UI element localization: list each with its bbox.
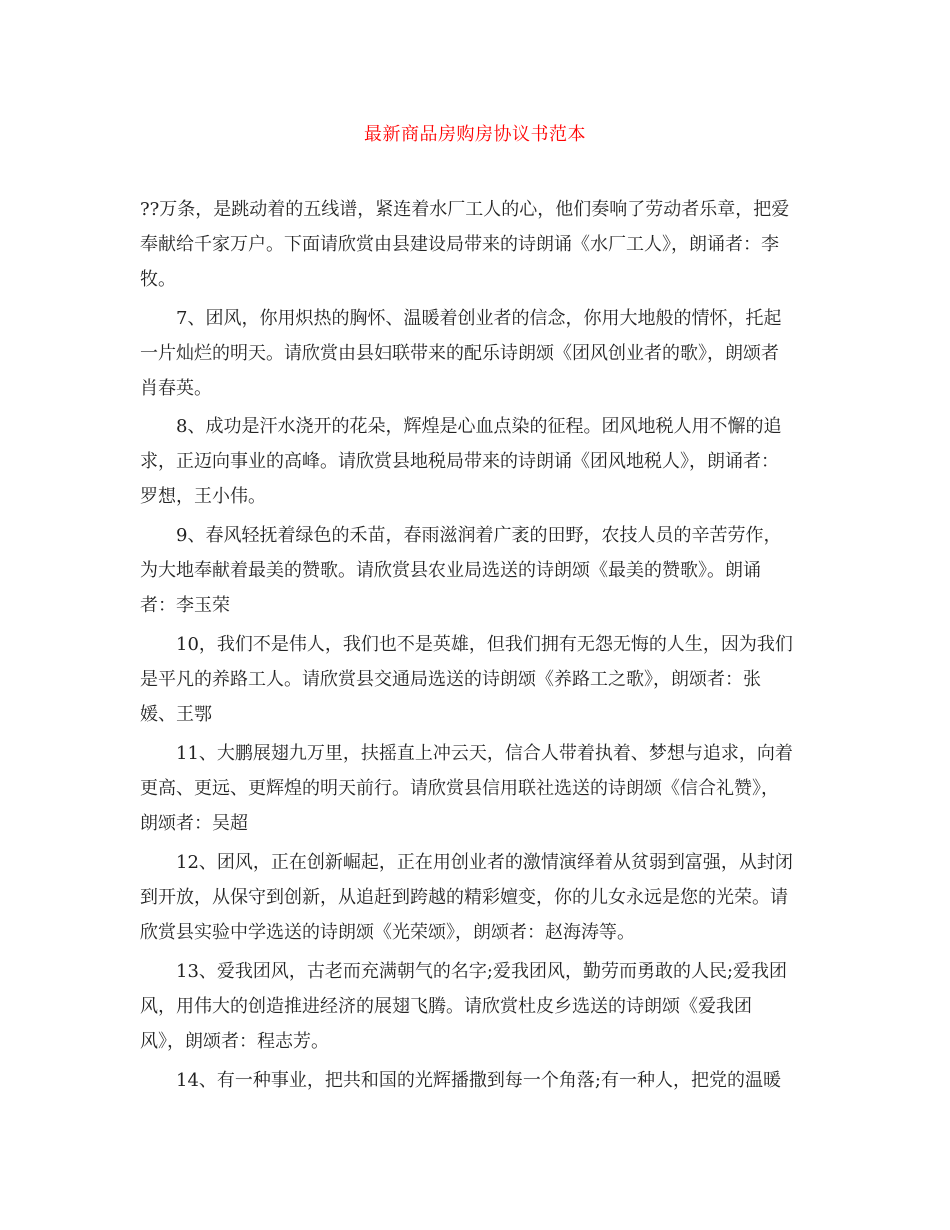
paragraph-8: [140, 409, 820, 514]
paragraph-line: 13、爱我团风，古老而充满朝气的名字;爱我团风，勤劳而勇敢的人民;爱我团: [176, 961, 788, 982]
paragraph-line: 奉献给千家万户。下面请欣赏由县建设局带来的诗朗诵《水厂工人》，朗诵者：李: [140, 234, 779, 255]
paragraph-line: 媛、王鄂: [140, 704, 212, 725]
paragraph-line: 者：李玉荣: [140, 595, 230, 616]
paragraph-line: 牧。: [140, 269, 176, 290]
paragraph-line: 求，正迈向事业的高峰。请欣赏县地税局带来的诗朗诵《团风地税人》，朗诵者：: [140, 451, 779, 472]
document-title: 最新商品房购房协议书范本: [364, 124, 586, 145]
paragraph-line: 14、有一种事业，把共和国的光辉播撒到每一个角落;有一种人，把党的温暖: [176, 1070, 781, 1091]
paragraph-10: [140, 627, 820, 732]
paragraph-line: 12、团风，正在创新崛起，正在用创业者的激情演绎着从贫弱到富强，从封闭: [176, 852, 793, 873]
paragraph-line: 朗颂者：吴超: [140, 813, 248, 834]
paragraph-line: 到开放，从保守到创新，从追赶到跨越的精彩嬗变，你的儿女永远是您的光荣。请: [140, 887, 788, 908]
paragraph-line: 10，我们不是伟人，我们也不是英雄，但我们拥有无怨无悔的人生，因为我们: [176, 634, 793, 655]
paragraph-line: 风》，朗颂者：程志芳。: [140, 1031, 329, 1052]
paragraph-line: 肖春英。: [140, 378, 212, 399]
paragraph-line: 更高、更远、更辉煌的明天前行。请欣赏县信用联社选送的诗朗颂《信合礼赞》，: [140, 778, 779, 799]
paragraph-line: ??万条，是跳动着的五线谱，紧连着水厂工人的心，他们奏响了劳动者乐章，把爱: [140, 199, 790, 220]
paragraph-line: 是平凡的养路工人。请欣赏县交通局选送的诗朗颂《养路工之歌》，朗颂者：张: [140, 669, 761, 690]
paragraph-line: 11、大鹏展翅九万里，扶摇直上冲云天，信合人带着执着、梦想与追求，向着: [176, 743, 793, 764]
paragraph-line: 风，用伟大的创造推进经济的展翅飞腾。请欣赏杜皮乡选送的诗朗颂《爱我团: [140, 996, 752, 1017]
paragraph-line: 为大地奉献着最美的赞歌。请欣赏县农业局选送的诗朗颂《最美的赞歌》。朗诵: [140, 560, 761, 581]
paragraph-9: [140, 518, 820, 623]
paragraph-7: [140, 301, 820, 406]
paragraph-line: 欣赏县实验中学选送的诗朗颂《光荣颂》，朗颂者：赵海涛等。: [140, 922, 635, 943]
paragraph-11: [140, 736, 820, 841]
paragraph-line: 罗想，王小伟。: [140, 486, 266, 507]
paragraph-1: [140, 192, 820, 297]
paragraph-line: 一片灿烂的明天。请欣赏由县妇联带来的配乐诗朗颂《团风创业者的歌》，朗颂者: [140, 343, 779, 364]
paragraph-12: [140, 845, 820, 950]
paragraph-line: 9、春风轻抚着绿色的禾苗，春雨滋润着广袤的田野，农技人员的辛苦劳作，: [176, 525, 782, 546]
paragraph-13: [140, 954, 820, 1059]
paragraph-line: 8、成功是汗水浇开的花朵，辉煌是心血点染的征程。团风地税人用不懈的追: [176, 416, 782, 437]
paragraph-14: [140, 1063, 820, 1098]
paragraph-line: 7、团风，你用炽热的胸怀、温暖着创业者的信念，你用大地般的情怀，托起: [176, 308, 782, 329]
